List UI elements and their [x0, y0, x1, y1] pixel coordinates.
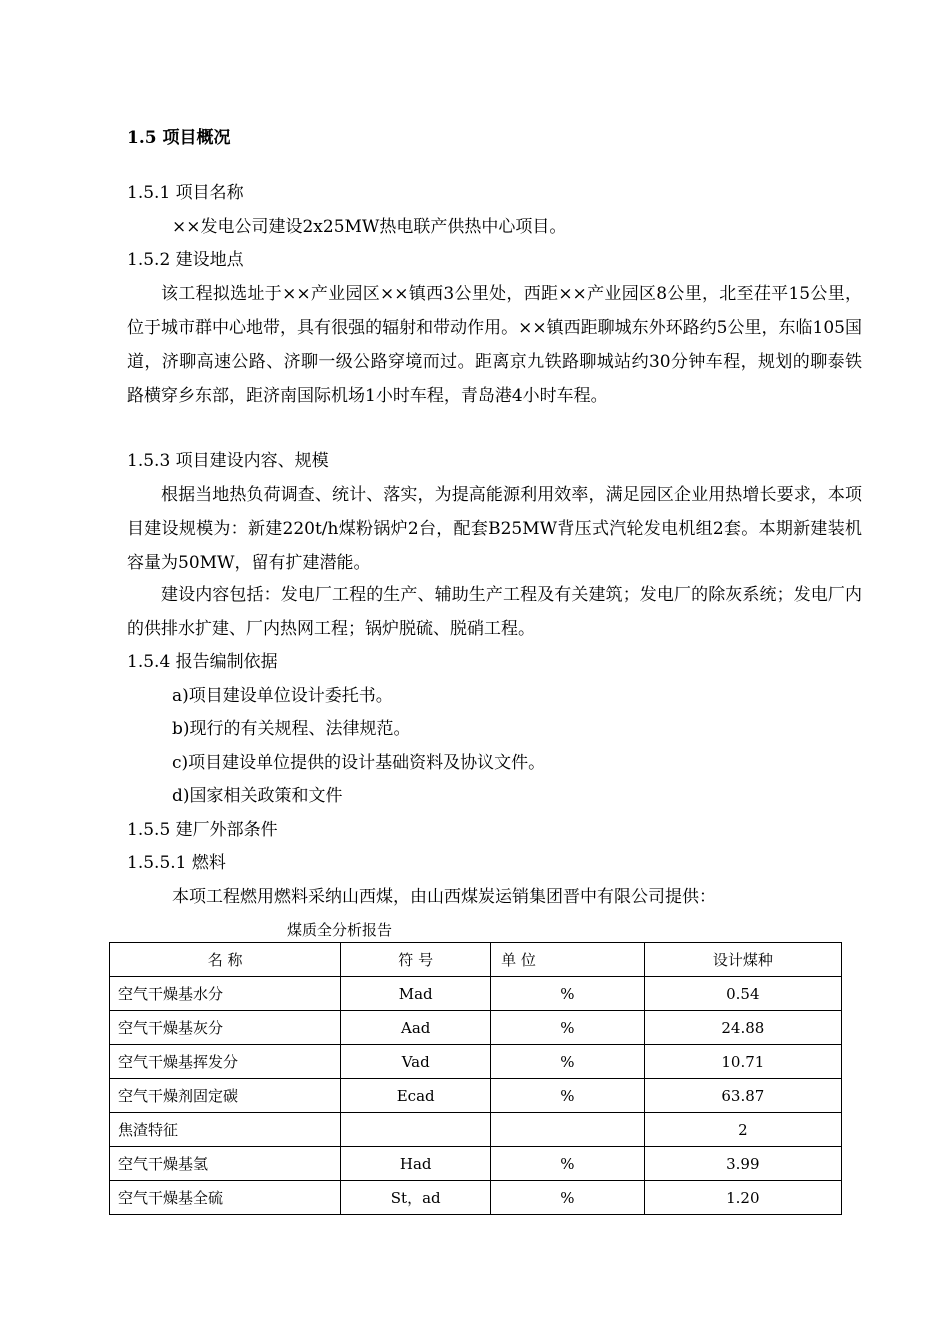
heading-1-5-5-1: 1.5.5.1 燃料 [127, 853, 226, 873]
fuel-text: 本项工程燃用燃料采纳山西煤，由山西煤炭运销集团晋中有限公司提供： [172, 887, 716, 907]
cell-name: 空气干燥剂固定碳 [110, 1079, 341, 1113]
table-caption: 煤质全分析报告 [287, 921, 393, 939]
cell-name: 空气干燥基灰分 [110, 1011, 341, 1045]
cell-value: 0.54 [644, 977, 841, 1011]
cell-symbol: St，ad [341, 1181, 491, 1215]
table-row [110, 1181, 842, 1215]
cell-symbol [341, 1113, 491, 1147]
cell-unit: % [491, 1079, 645, 1113]
cell-unit [491, 1113, 645, 1147]
cell-name: 空气干燥基挥发分 [110, 1045, 341, 1079]
cell-unit: % [491, 1181, 645, 1215]
location-paragraph: 该工程拟选址于××产业园区××镇西3公里处，西距××产业园区8公里，北至茌平15公里，位于城市群中心地带，具有很强的辐射和带动作用。××镇西距聊城东外环路约5公里，东临105国道，济聊高速公路、济聊一级公路穿境而过。距离京九铁路聊城站约30分钟车程，规划的聊泰铁路横穿乡东部，距济南国际机场1小时车程，青岛港4小时车程。 [127, 284, 862, 406]
cell-value: 10.71 [644, 1045, 841, 1079]
basis-item: c)项目建设单位提供的设计基础资料及协议文件。 [172, 753, 546, 773]
coal-analysis-table [109, 942, 842, 1215]
cell-symbol: Mad [341, 977, 491, 1011]
cell-symbol: Vad [341, 1045, 491, 1079]
cell-name: 焦渣特征 [110, 1113, 341, 1147]
basis-item: a)项目建设单位设计委托书。 [172, 686, 393, 706]
cell-symbol: Aad [341, 1011, 491, 1045]
section-heading: 1.5 项目概况 [127, 128, 231, 148]
cell-symbol: Had [341, 1147, 491, 1181]
cell-name: 空气干燥基氢 [110, 1147, 341, 1181]
column-header: 单 位 [491, 943, 645, 977]
heading-1-5-2: 1.5.2 建设地点 [127, 250, 244, 270]
cell-unit: % [491, 1011, 645, 1045]
heading-1-5-3: 1.5.3 项目建设内容、规模 [127, 451, 329, 471]
content-paragraph: 建设内容包括：发电厂工程的生产、辅助生产工程及有关建筑；发电厂的除灰系统；发电厂内的供排水扩建、厂内热网工程；锅炉脱硫、脱硝工程。 [127, 585, 862, 639]
column-header: 符 号 [341, 943, 491, 977]
heading-1-5-4: 1.5.4 报告编制依据 [127, 652, 278, 672]
table-row [110, 1079, 842, 1113]
cell-name: 空气干燥基全硫 [110, 1181, 341, 1215]
scale-paragraph: 根据当地热负荷调查、统计、落实，为提高能源利用效率，满足园区企业用热增长要求，本项目建设规模为：新建220t/h煤粉锅炉2台，配套B25MW背压式汽轮发电机组2套。本期新建装机容量为50MW，留有扩建潜能。 [127, 485, 862, 573]
cell-unit: % [491, 1045, 645, 1079]
table-row [110, 1147, 842, 1181]
cell-unit: % [491, 977, 645, 1011]
cell-unit: % [491, 1147, 645, 1181]
cell-value: 63.87 [644, 1079, 841, 1113]
table-header-row [110, 943, 842, 977]
table-row [110, 977, 842, 1011]
heading-1-5-1: 1.5.1 项目名称 [127, 183, 244, 203]
cell-value: 1.20 [644, 1181, 841, 1215]
cell-value: 24.88 [644, 1011, 841, 1045]
cell-value: 2 [644, 1113, 841, 1147]
basis-item: b)现行的有关规程、法律规范。 [172, 719, 411, 739]
heading-1-5-5: 1.5.5 建厂外部条件 [127, 820, 278, 840]
column-header: 名 称 [110, 943, 341, 977]
cell-value: 3.99 [644, 1147, 841, 1181]
column-header: 设计煤种 [644, 943, 841, 977]
project-name-text: ××发电公司建设2x25MW热电联产供热中心项目。 [172, 217, 567, 237]
cell-name: 空气干燥基水分 [110, 977, 341, 1011]
table-row [110, 1011, 842, 1045]
table-row [110, 1045, 842, 1079]
cell-symbol: Ecad [341, 1079, 491, 1113]
table-row [110, 1113, 842, 1147]
basis-item: d)国家相关政策和文件 [172, 786, 343, 806]
